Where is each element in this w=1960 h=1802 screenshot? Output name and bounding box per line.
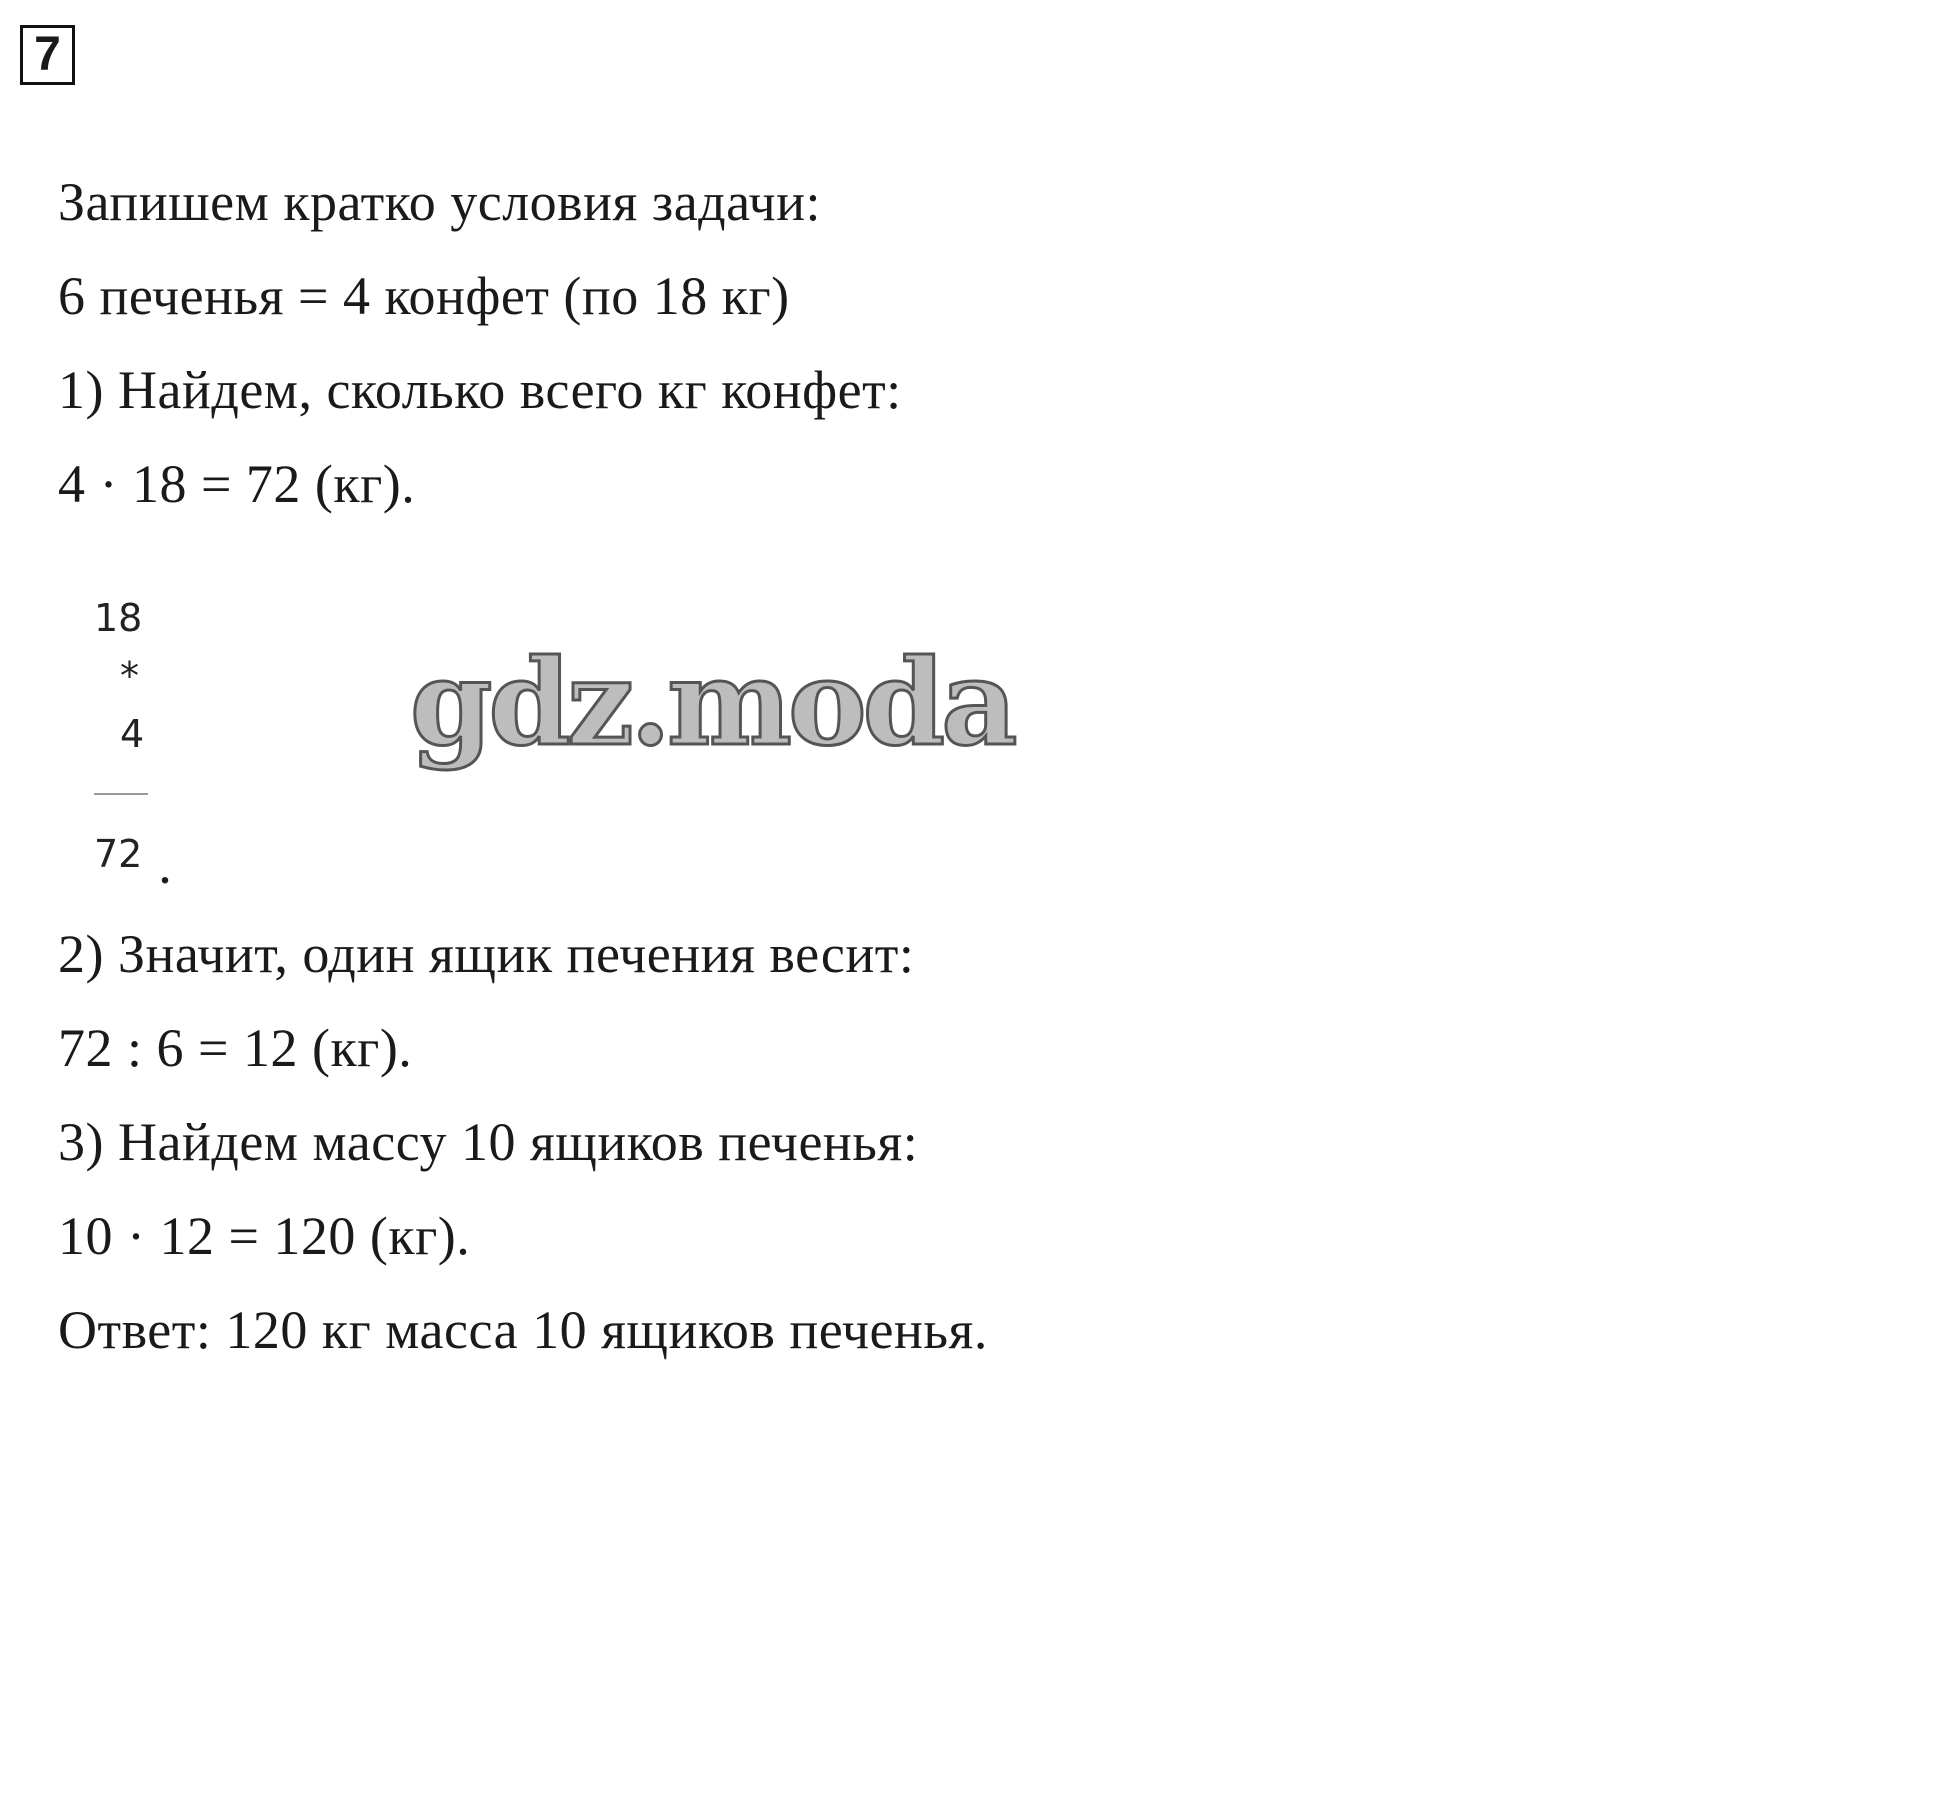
step-3-text: 3) Найдем массу 10 ящиков печенья: <box>58 1112 919 1172</box>
watermark-logo: gdz.moda <box>410 633 1014 772</box>
column-calc-result: 72 <box>94 832 143 876</box>
step-3-equation: 10 · 12 = 120 (кг). <box>58 1206 471 1266</box>
step-1-equation: 4 · 18 = 72 (кг). <box>58 454 416 514</box>
answer-line: Ответ: 120 кг масса 10 ящиков печенья. <box>58 1300 988 1360</box>
step-1-text: 1) Найдем, сколько всего кг конфет: <box>58 360 902 420</box>
step-2-text: 2) Значит, один ящик печения весит: <box>58 924 915 984</box>
column-calc-rule <box>94 793 148 795</box>
task-number-box: 7 <box>20 25 75 85</box>
column-calc-bottom: 4 <box>120 712 145 756</box>
condition-heading: Запишем кратко условия задачи: <box>58 172 822 232</box>
column-calc-operator: * <box>120 654 139 698</box>
column-calc-trailing-dot: . <box>160 847 170 892</box>
column-calc-top: 18 <box>94 596 143 640</box>
step-2-equation: 72 : 6 = 12 (кг). <box>58 1018 413 1078</box>
condition-statement: 6 печенья = 4 конфет (по 18 кг) <box>58 266 790 326</box>
